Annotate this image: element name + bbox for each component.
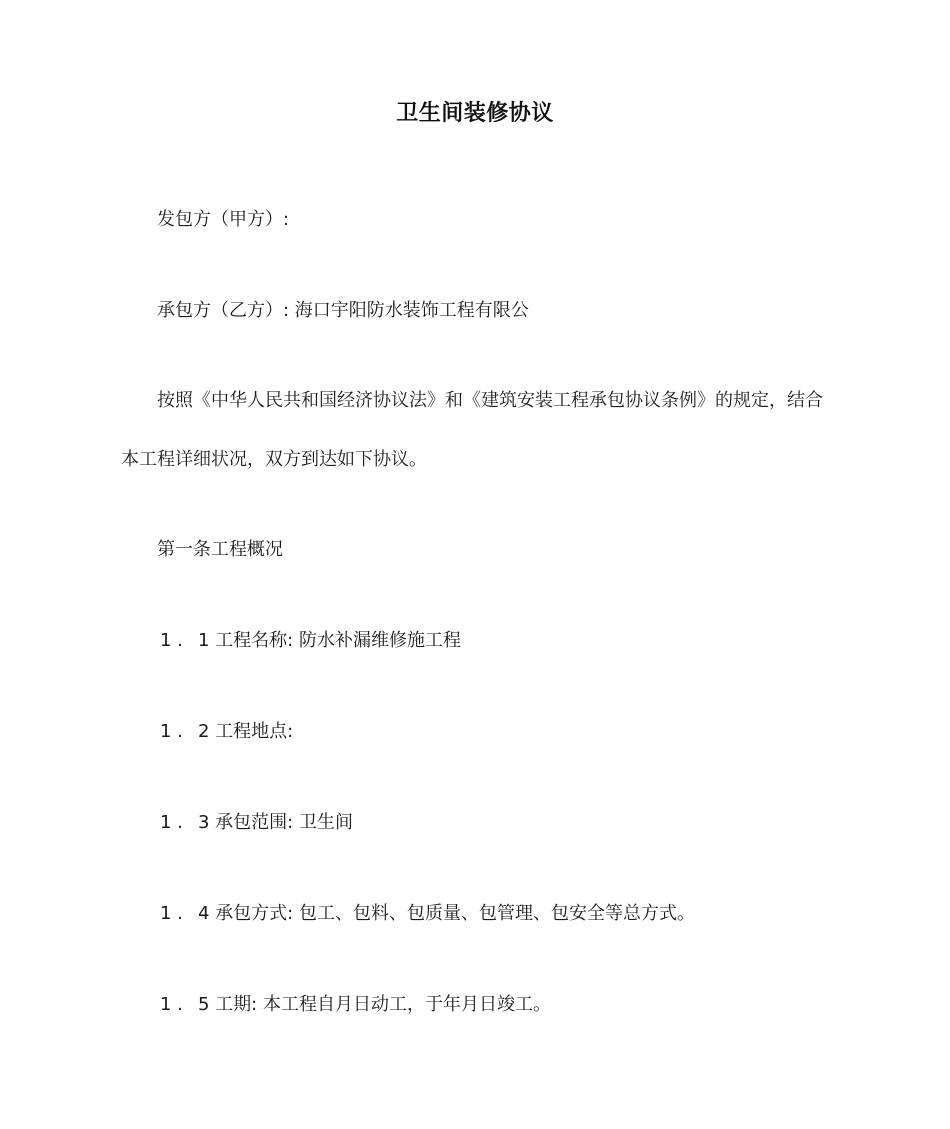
clause-text: 2 工程地点:: [198, 721, 294, 742]
clause-1-3: [160, 811, 353, 835]
clause-1-5: [160, 993, 551, 1017]
clause-text: 1 工程名称: 防水补漏维修施工程: [198, 630, 461, 651]
party-a-line: 发包方（甲方）:: [157, 209, 290, 230]
clause-1-2: [160, 720, 293, 744]
clause-number: 1 .: [160, 994, 183, 1015]
clause-text: 5 工期: 本工程自月日动工，于年月日竣工。: [198, 994, 551, 1015]
preamble-line-1: 按照《中华人民共和国经济协议法》和《建筑安装工程承包协议条例》的规定，结合: [157, 390, 823, 411]
clause-number: 1 .: [160, 630, 183, 651]
clause-1-4: [160, 902, 695, 926]
clause-text: 3 承包范围: 卫生间: [198, 812, 353, 833]
clause-number: 1 .: [160, 903, 183, 924]
clause-number: 1 .: [160, 812, 183, 833]
clause-number: 1 .: [160, 721, 183, 742]
clause-1-1: [160, 629, 461, 653]
document-title: 卫生间装修协议: [396, 101, 554, 126]
article-1-heading: 第一条工程概况: [157, 539, 283, 560]
preamble-line-2: 本工程详细状况，双方到达如下协议。: [121, 449, 427, 470]
clause-text: 4 承包方式: 包工、包料、包质量、包管理、包安全等总方式。: [198, 903, 695, 924]
party-b-line: 承包方（乙方）: 海口宇阳防水装饰工程有限公: [157, 300, 529, 321]
